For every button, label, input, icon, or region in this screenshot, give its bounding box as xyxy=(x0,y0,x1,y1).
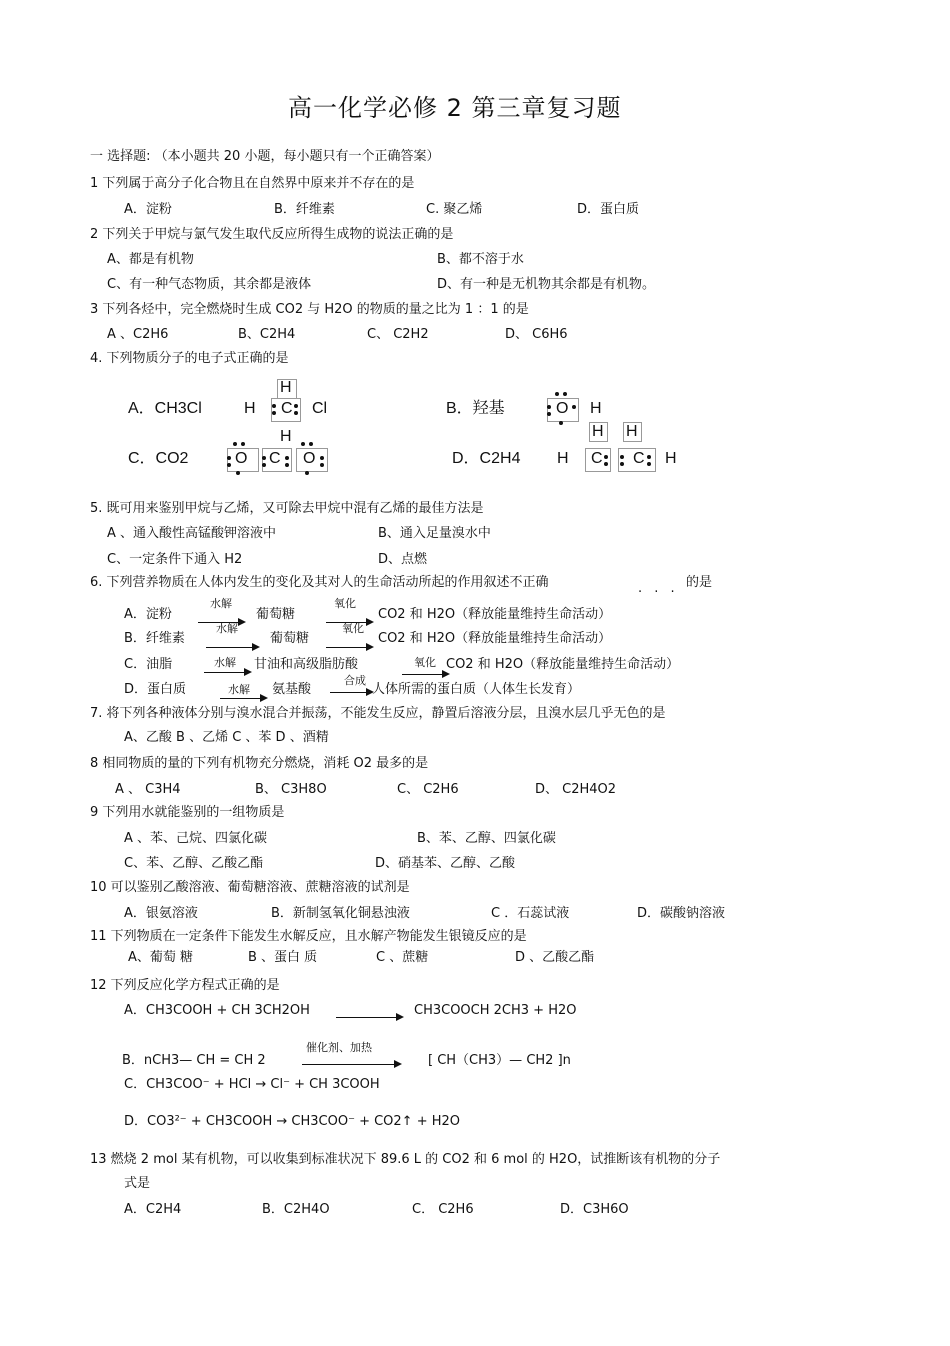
q4-option-d-label[interactable]: D．C2H4 xyxy=(452,450,521,467)
q6-stem-end: 的是 xyxy=(686,575,713,590)
q10-option-b[interactable]: B．新制氢氧化铜悬浊液 xyxy=(271,906,410,921)
q6d-arrow1 xyxy=(220,698,266,699)
q4b-electron xyxy=(559,421,563,425)
q4a-box-center xyxy=(271,398,301,422)
q3-option-b[interactable]: B、C2H4 xyxy=(238,327,296,342)
q4a-h-bottom: H xyxy=(280,428,292,445)
q9-option-c[interactable]: C、苯、乙醇、乙酸乙酯 xyxy=(124,856,264,871)
q4c-electron xyxy=(241,442,245,446)
q4d-electron xyxy=(647,462,651,466)
q4d-electron xyxy=(604,462,608,466)
q4b-electron xyxy=(555,392,559,396)
q6a-product2: CO2 和 H2O（释放能量维持生命活动） xyxy=(378,607,612,622)
q4b-electron xyxy=(547,405,551,409)
q4c-electron xyxy=(285,456,289,460)
q13-stem: 13 燃烧 2 mol 某有机物，可以收集到标准状况下 89.6 L 的 CO2 和 6 mol 的 H2O，试推断该有机物的分子 xyxy=(90,1152,721,1167)
q6b-arrow2 xyxy=(326,647,372,648)
q10-option-c[interactable]: C ．石蕊试液 xyxy=(491,906,570,921)
q13-option-b[interactable]: B．C2H4O xyxy=(262,1202,330,1217)
q6c-arrow1 xyxy=(204,672,250,673)
q4c-electron xyxy=(227,463,231,467)
q6b-product2: CO2 和 H2O（释放能量维持生命活动） xyxy=(378,631,612,646)
q6d-product1: 氨基酸 xyxy=(272,682,312,697)
q10-stem: 10 可以鉴别乙酸溶液、葡萄糖溶液、蔗糖溶液的试剂是 xyxy=(90,880,410,895)
q8-option-d[interactable]: D、 C2H4O2 xyxy=(535,782,617,797)
q4a-cl: Cl xyxy=(312,400,328,417)
q9-option-d[interactable]: D、硝基苯、乙醇、乙酸 xyxy=(375,856,516,871)
q6d-arrow2 xyxy=(330,692,372,693)
q6-stem: 6. 下列营养物质在人体内发生的变化及其对人的生命活动所起的作用叙述不正确 xyxy=(90,575,549,590)
q12-option-c[interactable]: C．CH3COO⁻ + HCl → Cl⁻ + CH 3COOH xyxy=(124,1077,380,1092)
q6-option-a[interactable]: A．淀粉 xyxy=(124,607,172,622)
q11-option-b[interactable]: B 、蛋白 质 xyxy=(248,950,318,965)
q6c-arrow2 xyxy=(402,674,448,675)
q11-option-c[interactable]: C 、蔗糖 xyxy=(376,950,429,965)
q6b-arrow1 xyxy=(206,647,258,648)
q4b-electron xyxy=(563,392,567,396)
q4a-electron xyxy=(272,411,276,415)
q2-option-a[interactable]: A、都是有机物 xyxy=(107,252,194,267)
q11-option-a[interactable]: A、葡萄 糖 xyxy=(128,950,194,965)
q4b-o: O xyxy=(556,400,569,417)
q5-stem: 5. 既可用来鉴别甲烷与乙烯，又可除去甲烷中混有乙烯的最佳方法是 xyxy=(90,501,484,516)
q4c-electron xyxy=(305,471,309,475)
q12a-arrow xyxy=(336,1017,402,1018)
q4c-electron xyxy=(262,463,266,467)
q11-option-d[interactable]: D 、乙酸乙酯 xyxy=(515,950,595,965)
q4c-electron xyxy=(320,456,324,460)
q2-option-b[interactable]: B、都不溶于水 xyxy=(437,252,524,267)
q4d-electron xyxy=(620,462,624,466)
q4c-electron xyxy=(233,442,237,446)
q4d-c2: C xyxy=(633,450,645,467)
q4b-electron xyxy=(547,412,551,416)
q4c-electron xyxy=(236,471,240,475)
q4-stem: 4. 下列物质分子的电子式正确的是 xyxy=(90,351,289,366)
q3-option-d[interactable]: D、 C6H6 xyxy=(505,327,568,342)
q1-option-d[interactable]: D．蛋白质 xyxy=(577,202,640,217)
q12b-condition: 催化剂、加热 xyxy=(306,1041,372,1054)
q6-option-b[interactable]: B．纤维素 xyxy=(124,631,185,646)
q12-option-a-left[interactable]: A．CH3COOH + CH 3CH2OH xyxy=(124,1003,310,1018)
q5-option-b[interactable]: B、通入足量溴水中 xyxy=(378,526,491,541)
q4c-c: C xyxy=(269,450,281,467)
q4a-box-top xyxy=(277,379,297,399)
q11-stem: 11 下列物质在一定条件下能发生水解反应，且水解产物能发生银镜反应的是 xyxy=(90,929,527,944)
q12-option-b-left[interactable]: B．nCH3— CH = CH 2 xyxy=(122,1053,266,1068)
q4a-c: C xyxy=(281,400,293,417)
q2-option-c[interactable]: C、有一种气态物质，其余都是液体 xyxy=(107,277,312,292)
q4c-electron xyxy=(285,463,289,467)
q7-options[interactable]: A、乙酸 B 、乙烯 C 、苯 D 、酒精 xyxy=(124,730,329,745)
q12-option-d[interactable]: D．CO3²⁻ + CH3COOH → CH3COO⁻ + CO2↑ + H2O xyxy=(124,1114,461,1129)
q4-option-c-label[interactable]: C．CO2 xyxy=(128,450,189,467)
q10-option-a[interactable]: A．银氨溶液 xyxy=(124,906,198,921)
q4d-h-top2: H xyxy=(626,423,638,440)
q6b-arrow2-label: 氧化 xyxy=(342,622,364,635)
q6c-arrow2-label: 氧化 xyxy=(414,656,436,669)
q8-option-b[interactable]: B、 C3H8O xyxy=(255,782,327,797)
q12-option-b-right: [ CH（CH3）— CH2 ]n xyxy=(428,1053,571,1068)
q6d-product2: 人体所需的蛋白质（人体生长发育） xyxy=(372,682,581,697)
q13-option-d[interactable]: D．C3H6O xyxy=(560,1202,629,1217)
q8-stem: 8 相同物质的量的下列有机物充分燃烧，消耗 O2 最多的是 xyxy=(90,756,429,771)
q5-option-a[interactable]: A 、通入酸性高锰酸钾溶液中 xyxy=(107,526,277,541)
q3-stem: 3 下列各烃中，完全燃烧时生成 CO2 与 H2O 的物质的量之比为 1 ：1 的是 xyxy=(90,302,529,317)
q1-stem: 1 下列属于高分子化合物且在自然界中原来并不存在的是 xyxy=(90,176,415,191)
q4a-electron xyxy=(294,404,298,408)
q4d-electron xyxy=(620,455,624,459)
q5-option-d[interactable]: D、点燃 xyxy=(378,552,428,567)
q4d-c1: C xyxy=(591,450,603,467)
q4c-electron xyxy=(262,456,266,460)
q6-emphasis-dots: . . . xyxy=(638,581,679,596)
q13-option-a[interactable]: A．C2H4 xyxy=(124,1202,182,1217)
q6a-product1: 葡萄糖 xyxy=(256,607,296,622)
q4c-o2: O xyxy=(303,450,316,467)
q9-stem: 9 下列用水就能鉴别的一组物质是 xyxy=(90,805,285,820)
q6c-arrow1-label: 水解 xyxy=(214,656,236,669)
q6c-product2: CO2 和 H2O（释放能量维持生命活动） xyxy=(446,657,680,672)
q12-option-a-right: CH3COOCH 2CH3 + H2O xyxy=(414,1003,577,1018)
q13-option-c[interactable]: C． C2H6 xyxy=(412,1202,474,1217)
q13-stem-line2: 式是 xyxy=(124,1176,151,1191)
q2-stem: 2 下列关于甲烷与氯气发生取代反应所得生成物的说法正确的是 xyxy=(90,227,454,242)
q4d-h-left: H xyxy=(557,450,569,467)
q6a-arrow1-label: 水解 xyxy=(210,597,232,610)
q4c-electron xyxy=(309,442,313,446)
q4d-h-right: H xyxy=(665,450,677,467)
q12-stem: 12 下列反应化学方程式正确的是 xyxy=(90,978,280,993)
q1-option-a[interactable]: A．淀粉 xyxy=(124,202,172,217)
q6d-arrow2-label: 合成 xyxy=(344,674,366,687)
q6b-arrow1-label: 水解 xyxy=(216,622,238,635)
q4c-o1: O xyxy=(235,450,248,467)
q6d-arrow1-label: 水解 xyxy=(228,683,250,696)
q6-option-d[interactable]: D．蛋白质 xyxy=(124,682,187,697)
section-heading: 一 选择题: （本小题共 20 小题，每小题只有一个正确答案） xyxy=(90,149,440,164)
q8-option-c[interactable]: C、 C2H6 xyxy=(397,782,459,797)
q4b-h: H xyxy=(590,400,602,417)
q4a-h-top: H xyxy=(280,379,292,396)
q4b-electron xyxy=(572,405,576,409)
q4a-h-left: H xyxy=(244,400,256,417)
q9-option-a[interactable]: A 、苯、己烷、四氯化碳 xyxy=(124,831,268,846)
q6c-product1: 甘油和高级脂肪酸 xyxy=(254,657,359,672)
q4c-electron xyxy=(320,463,324,467)
q4d-h-top1: H xyxy=(592,423,604,440)
q2-option-d[interactable]: D、有一种是无机物其余都是有机物。 xyxy=(437,277,656,292)
q4d-electron xyxy=(647,455,651,459)
q3-option-c[interactable]: C、 C2H2 xyxy=(367,327,429,342)
q6a-arrow2-label: 氧化 xyxy=(334,597,356,610)
q4-option-a-label[interactable]: A．CH3Cl xyxy=(128,400,202,417)
q8-option-a[interactable]: A 、 C3H4 xyxy=(115,782,181,797)
q10-option-d[interactable]: D．碳酸钠溶液 xyxy=(637,906,726,921)
page-title: 高一化学必修 2 第三章复习题 xyxy=(288,94,622,122)
q4-option-b-label[interactable]: B．羟基 xyxy=(446,400,505,417)
q6b-product1: 葡萄糖 xyxy=(270,631,310,646)
q6-option-c[interactable]: C．油脂 xyxy=(124,657,173,672)
q5-option-c[interactable]: C、一定条件下通入 H2 xyxy=(107,552,243,567)
q1-option-b[interactable]: B．纤维素 xyxy=(274,202,335,217)
q4a-electron xyxy=(272,404,276,408)
q4c-electron xyxy=(227,456,231,460)
q3-option-a[interactable]: A 、C2H6 xyxy=(107,327,169,342)
q1-option-c[interactable]: C. 聚乙烯 xyxy=(426,202,483,217)
q4a-electron xyxy=(294,411,298,415)
q12b-arrow xyxy=(302,1064,400,1065)
q4c-electron xyxy=(301,442,305,446)
q9-option-b[interactable]: B、苯、乙醇、四氯化碳 xyxy=(417,831,556,846)
q7-stem: 7. 将下列各种液体分别与溴水混合并振荡，不能发生反应，静置后溶液分层，且溴水层几乎无色的是 xyxy=(90,706,666,721)
q4d-electron xyxy=(604,455,608,459)
